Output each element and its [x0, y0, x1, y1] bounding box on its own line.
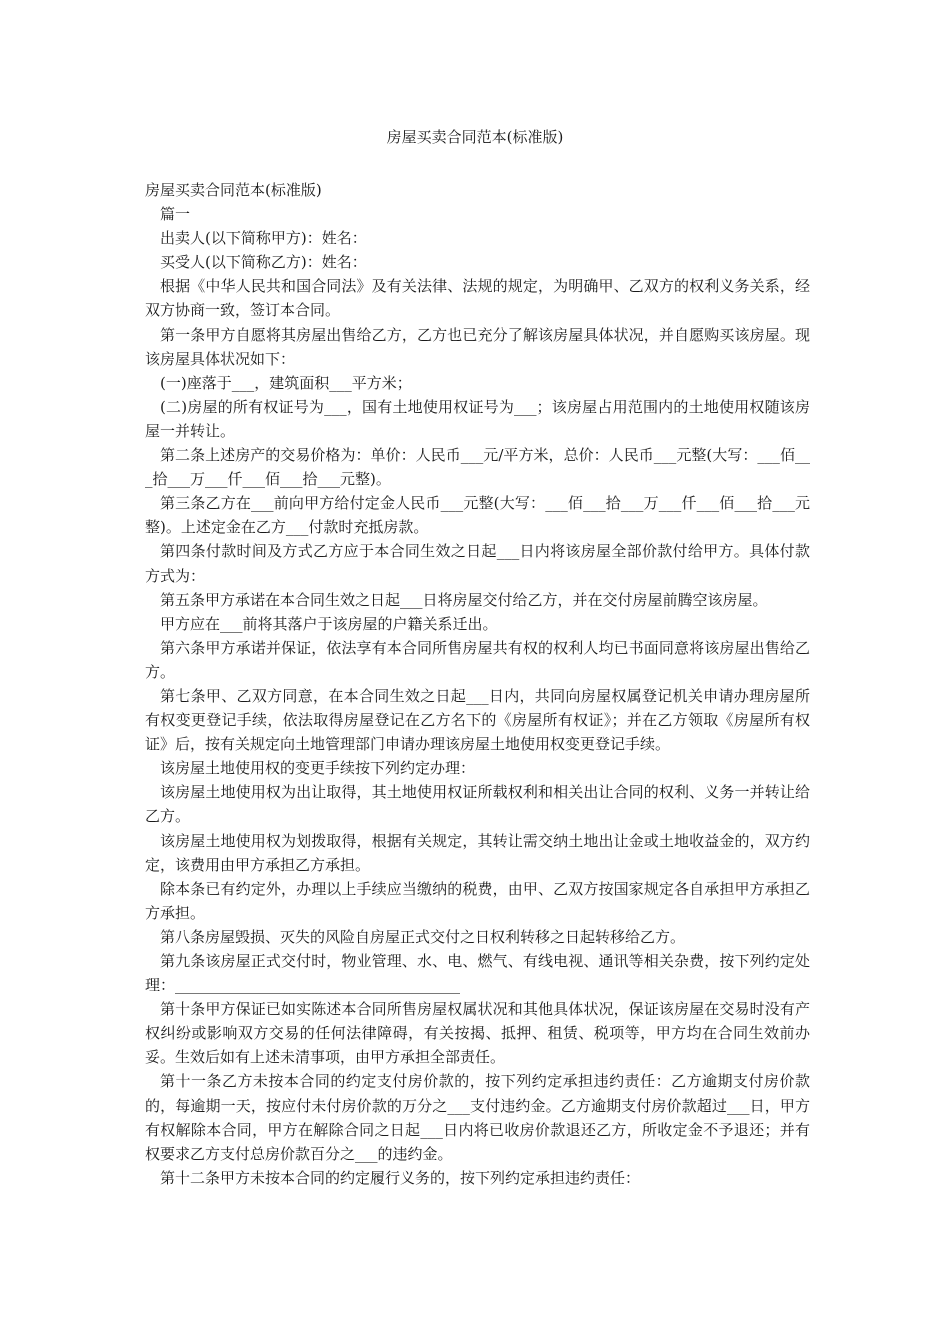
- paragraph: (一)座落于___，建筑面积___平方米；: [160, 373, 412, 392]
- paragraph: 该房屋土地使用权的变更手续按下列约定办理：: [160, 759, 476, 778]
- paragraph: 第三条乙方在___前向甲方给付定金人民币___元整(大写：___佰___拾___万___仟___佰___拾___元整)。上述定金在乙方___付款时充抵房款。: [145, 494, 810, 537]
- paragraph: 第五条甲方承诺在本合同生效之日起___日将房屋交付给乙方，并在交付房屋前腾空该房屋。: [160, 590, 768, 609]
- paragraph: 第二条上述房产的交易价格为：单价：人民币___元/平方米，总价：人民币___元整(大写：___佰___拾___万___仟___佰___拾___元整)。: [145, 446, 810, 489]
- paragraph: 买受人(以下简称乙方)：姓名：: [160, 253, 367, 272]
- paragraph: 第十二条甲方未按本合同的约定履行义务的，按下列约定承担违约责任：: [160, 1168, 641, 1187]
- paragraph: (二)房屋的所有权证号为___，国有土地使用权证号为___；该房屋占用范围内的土地使用权随该房屋一并转让。: [145, 397, 810, 440]
- paragraph: 第十一条乙方未按本合同的约定支付房价款的，按下列约定承担违约责任：乙方逾期支付房价款的，每逾期一天，按应付未付房价款的万分之___支付违约金。乙方逾期支付房价款超过___日，甲方有权解除本合同，甲方在解除合同之日起___日内将已收房价款退还乙方，所收定金不予退还；并有权要求乙方支付总房价款百分之___的违约金。: [145, 1072, 810, 1163]
- paragraph: 出卖人(以下简称甲方)：姓名：: [160, 229, 367, 248]
- document-body: [145, 178, 810, 1190]
- paragraph: 第六条甲方承诺并保证，依法享有本合同所售房屋共有权的权利人均已书面同意将该房屋出售给乙方。: [145, 638, 810, 681]
- paragraph: 第九条该房屋正式交付时，物业管理、水、电、燃气、有线电视、通讯等相关杂费，按下列约定处理：______________________________________: [145, 952, 810, 995]
- paragraph: 第一条甲方自愿将其房屋出售给乙方，乙方也已充分了解该房屋具体状况，并自愿购买该房屋。现该房屋具体状况如下：: [145, 325, 810, 368]
- section-heading: 房屋买卖合同范本(标准版): [145, 181, 322, 199]
- page-title: 房屋买卖合同范本(标准版): [386, 128, 564, 146]
- paragraph: 第八条房屋毁损、灭失的风险自房屋正式交付之日权利转移之日起转移给乙方。: [160, 927, 686, 946]
- paragraph: 第七条甲、乙双方同意，在本合同生效之日起___日内，共同向房屋权属登记机关申请办理房屋所有权变更登记手续，依法取得房屋登记在乙方名下的《房屋所有权证》；并在乙方领取《房屋所有权证》后，按有关规定向土地管理部门申请办理该房屋土地使用权变更登记手续。: [145, 686, 810, 754]
- paragraph: 甲方应在___前将其落户于该房屋的户籍关系迁出。: [160, 614, 498, 633]
- paragraph: 该房屋土地使用权为划拨取得，根据有关规定，其转让需交纳土地出让金或土地收益金的，双方约定，该费用由甲方承担乙方承担。: [145, 831, 810, 874]
- paragraph: 该房屋土地使用权为出让取得，其土地使用权证所载权利和相关出让合同的权利、义务一并转让给乙方。: [145, 783, 810, 826]
- paragraph: 除本条已有约定外，办理以上手续应当缴纳的税费，由甲、乙双方按国家规定各自承担甲方承担乙方承担。: [145, 879, 810, 922]
- paragraph: 篇一: [160, 205, 191, 224]
- paragraph: 第十条甲方保证已如实陈述本合同所售房屋权属状况和其他具体状况，保证该房屋在交易时没有产权纠纷或影响双方交易的任何法律障碍，有关按揭、抵押、租赁、税项等，甲方均在合同生效前办妥。生效后如有上述未清事项，由甲方承担全部责任。: [145, 1000, 810, 1067]
- paragraph: 第四条付款时间及方式乙方应于本合同生效之日起___日内将该房屋全部价款付给甲方。具体付款方式为：: [145, 542, 810, 585]
- paragraph: 根据《中华人民共和国合同法》及有关法律、法规的规定，为明确甲、乙双方的权利义务关系，经双方协商一致，签订本合同。: [145, 277, 810, 320]
